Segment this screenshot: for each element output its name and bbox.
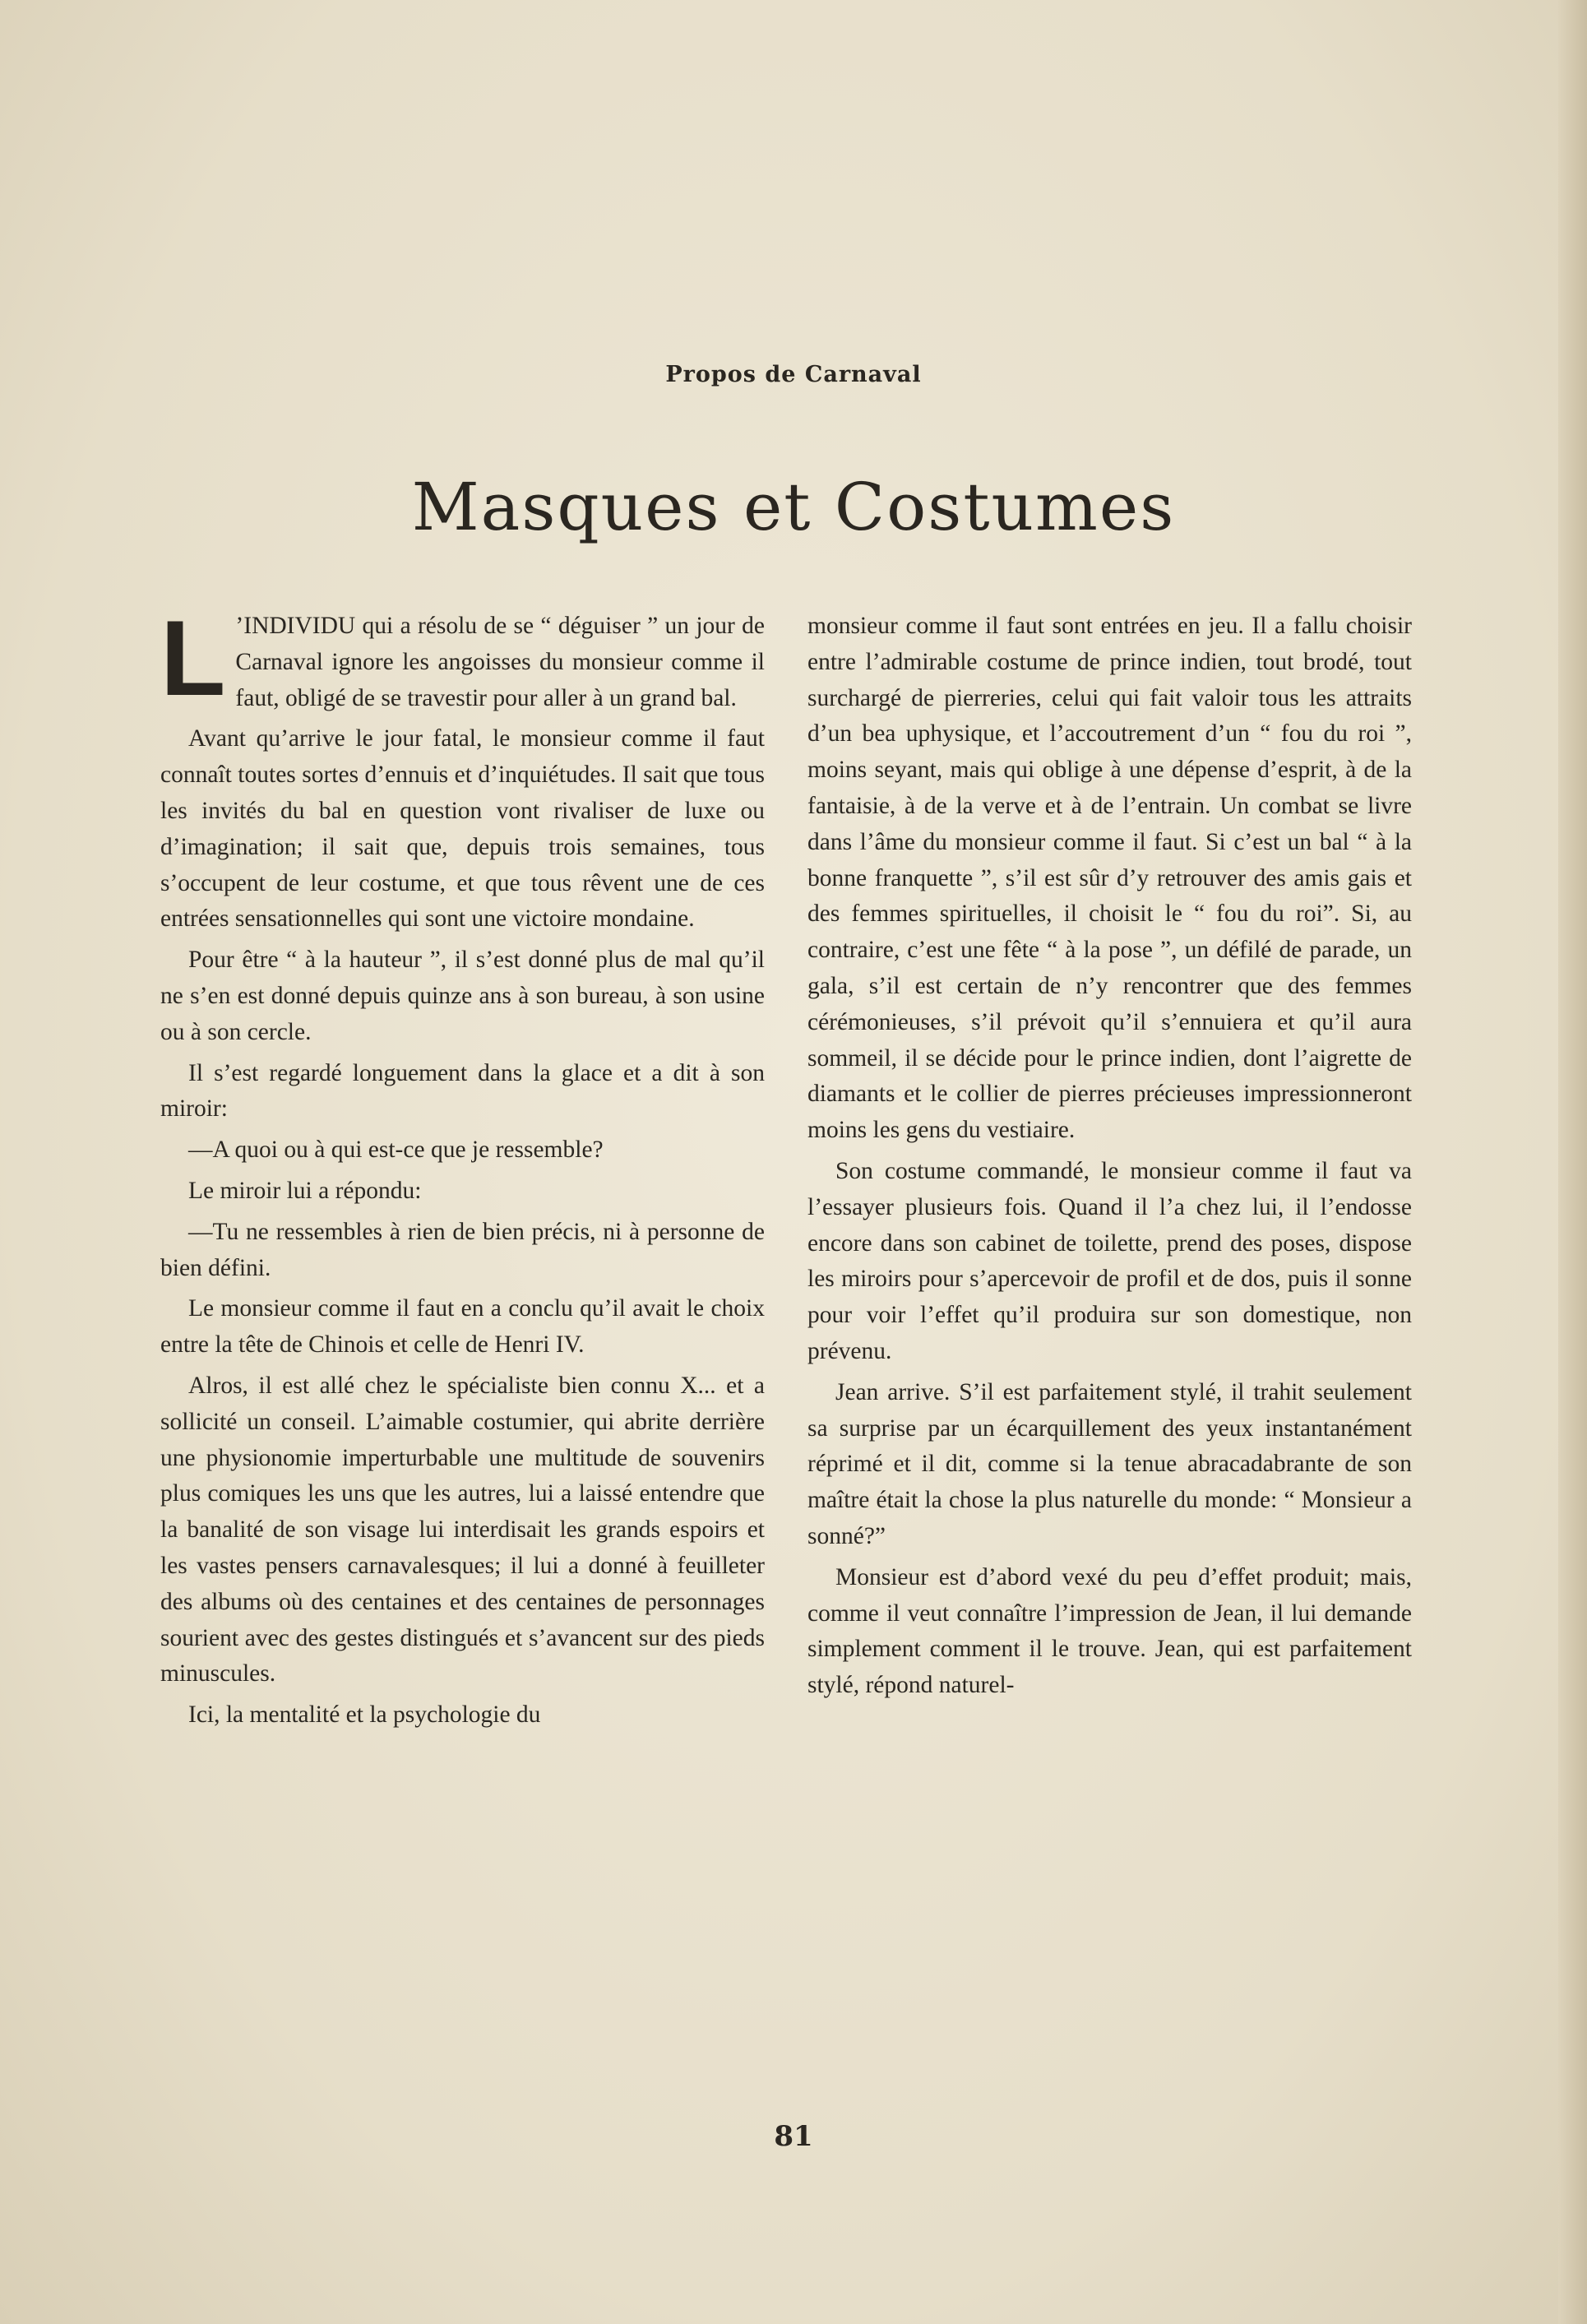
paragraph: —A quoi ou à qui est-ce que je ressemble? <box>188 1137 604 1164</box>
drop-cap: L <box>160 598 226 718</box>
page-number: 81 <box>774 2120 813 2153</box>
paragraph: Monsieur est d’abord vexé du peu d’effet produit; mais, comme il veut connaître l’impression de Jean, il lui demande simplement comment il le trouve. Jean, qui est parfaitement stylé, répond naturel- <box>807 1563 1412 1699</box>
paragraph: Il s’est regardé longuement dans la glace et a dit à son miroir: <box>160 1059 765 1123</box>
paragraph: Le miroir lui a répondu: <box>188 1177 422 1204</box>
paragraph: Pour être “ à la hauteur ”, il s’est donné plus de mal qu’il ne s’en est donné depuis quinze ans à son bureau, à son usine ou à son cercle. <box>160 947 765 1045</box>
paragraph: —Tu ne ressembles à rien de bien précis, ni à personne de bien défini. <box>160 1218 765 1281</box>
paragraph: Avant qu’arrive le jour fatal, le monsieur comme il faut connaît toutes sortes d’ennuis et d’inquiétudes. Il sait que tous les invités du bal en question vont rivaliser de luxe ou d’imagination; il sait que, depuis trois semaines, tous s’occupent de leur costume, et que tous rêvent une de ces entrées sensationnelles qui sont une victoire mondaine. <box>160 725 765 933</box>
right-column <box>807 609 1412 1709</box>
paragraph: Jean arrive. S’il est parfaitement stylé, il trahit seulement sa surprise par un écarquillement des yeux instantanément réprimé et il dit, comme si la tenue abracadabrante de son maître était la chose la plus naturelle du monde: “ Monsieur a sonné?” <box>807 1378 1412 1549</box>
left-column <box>160 598 765 1738</box>
section-kicker: Propos de Carnaval <box>665 362 922 387</box>
paragraph: monsieur comme il faut sont entrées en jeu. Il a fallu choisir entre l’admirable costume de prince indien, tout brodé, tout surchargé de pierreries, celui qui fait valoir tous les attraits d’un bea uphysique, et l’accoutrement d’un “ fou du roi ”, moins seyant, mais qui oblige à une dépense d’esprit, à de la fantaisie, à de la verve et à de l’entrain. Un combat se livre dans l’âme du monsieur comme il faut. Si c’est un bal “ à la bonne franquette ”, s’il est sûr d’y retrouver des amis gais et des femmes spirituelles, il choisit le “ fou du roi”. Si, au contraire, c’est une fête “ à la pose ”, un défilé de parade, un gala, s’il est certain de n’y rencontrer que des femmes cérémonieuses, s’il prévoit qu’il s’ennuiera et qu’il aura sommeil, il se décide pour le prince indien, dont l’aigrette de diamants et le collier de pierres précieuses impressionneront moins les gens du vestiaire. <box>807 613 1412 1144</box>
article-title: Masques et Costumes <box>411 469 1176 545</box>
page-spine-shadow <box>1558 0 1587 2324</box>
paragraph: L ’INDIVIDU qui a résolu de se “ déguiser ” un jour de Carnaval ignore les angoisses du monsieur comme il faut, obligé de se travestir pour aller à un grand bal. <box>160 598 765 718</box>
paragraph: Son costume commandé, le monsieur comme il faut va l’essayer plusieurs fois. Quand il l’a chez lui, il l’endosse encore dans son cabinet de toilette, prend des poses, dispose les miroirs pour s’apercevoir de profil et de dos, puis il sonne pour voir l’effet qu’il produira sur son domestique, non prévenu. <box>807 1157 1412 1364</box>
paragraph: Ici, la mentalité et la psychologie du <box>188 1701 541 1729</box>
paragraph: Le monsieur comme il faut en a conclu qu’il avait le choix entre la tête de Chinois et celle de Henri IV. <box>160 1295 765 1359</box>
paragraph: Alros, il est allé chez le spécialiste bien connu X... et a sollicité un conseil. L’aimable costumier, qui abrite derrière une physionomie imperturbable une multitude de souvenirs plus comiques les uns que les autres, lui a laissé entendre que la banalité de son visage lui interdisait les grands espoirs et les vastes pensers carnavalesques; il lui a donné à feuilleter des albums où des centaines et des centaines de personnages sourient avec des gestes distingués et s’avancent sur des pieds minuscules. <box>160 1372 765 1687</box>
